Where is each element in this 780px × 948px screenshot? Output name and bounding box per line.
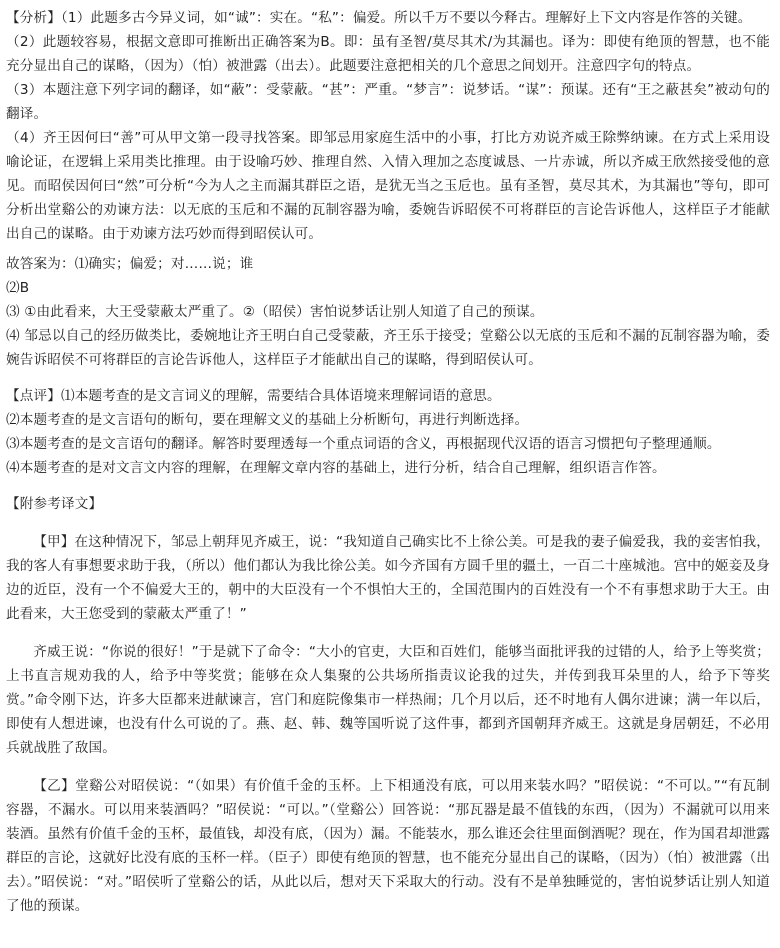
translation-heading: 【附参考译文】 xyxy=(6,496,103,512)
comment-section xyxy=(6,384,770,480)
translation-section xyxy=(6,492,770,918)
comment-1: 【点评】⑴本题考查的是文言词义的理解，需要结合具体语境来理解词语的意思。 xyxy=(6,388,501,404)
translation-jia-paragraph-2: 齐威王说：“你说的很好！”于是就下了命令：“大小的官吏，大臣和百姓们，能够当面批评我的过错的人，给予上等奖赏；上书直言规劝我的人，给予中等奖赏；能够在众人集聚的公共场所指责议论我的过失，并传到我耳朵里的人，给予下等奖赏。”命令刚下达，许多大臣都来进献谏言，宫门和庭院像集市一样热闹；几个月以后，还不时地有人偶尔进谏；满一年以后，即使有人想进谏，也没有什么可说的了。燕、赵、韩、魏等国听说了这件事，都到齐国朝拜齐威王。这就是身居朝廷，不必用兵就战胜了敌国。 xyxy=(6,644,770,756)
analysis-paragraph-3: （3）本题注意下列字词的翻译，如“蔽”：受蒙蔽。“甚”：严重。“梦言”：说梦话。“谋”：预谋。还有“王之蔽甚矣”被动句的翻译。 xyxy=(6,82,770,122)
translation-yi-paragraph: 【乙】堂谿公对昭侯说：“（如果）有价值千金的玉杯。上下相通没有底，可以用来装水吗？”昭侯说：“不可以。”“有瓦制容器，不漏水。可以用来装酒吗？”昭侯说：“可以。”（堂谿公）回答说：“那瓦器是最不值钱的东西，（因为）不漏就可以用来装酒。虽然有价值千金的玉杯，最值钱，却没有底，（因为）漏。不能装水，那么谁还会往里面倒酒呢？现在，作为国君却泄露群臣的言论，这就好比没有底的玉杯一样。（臣子）即使有绝顶的智慧，也不能充分显出自己的谋略，（因为）（怕）被泄露（出去）。”昭侯说：“对。”昭侯听了堂谿公的话，从此以后，想对天下采取大的行动。没有不是单独睡觉的，害怕说梦话让别人知道了他的预谋。 xyxy=(6,778,770,914)
translation-jia-paragraph-1: 【甲】在这种情况下，邹忌上朝拜见齐威王，说：“我知道自己确实比不上徐公美。可是我的妻子偏爱我，我的妾害怕我，我的客人有事想要求助于我，（所以）他们都认为我比徐公美。如今齐国有方圆千里的疆土，一百二十座城池。宫中的姬妾及身边的近臣，没有一个不偏爱大王的，朝中的大臣没有一个不惧怕大王的，全国范围内的百姓没有一个不有事想求助于大王。由此看来，大王您受到的蒙蔽太严重了！” xyxy=(6,534,770,622)
comment-4: ⑷本题考查的是对文言文内容的理解，在理解文章内容的基础上，进行分析，结合自己理解，组织语言作答。 xyxy=(6,460,666,476)
answer-4: ⑷ 邹忌以自己的经历做类比，委婉地让齐王明白自己受蒙蔽，齐王乐于接受；堂谿公以无底的玉卮和不漏的瓦制容器为喻，委婉告诉昭侯不可将群臣的言论告诉他人，这样臣子才能献出自己的谋略，得到昭侯认可。 xyxy=(6,328,770,368)
analysis-paragraph-4: （4）齐王因何曰“善”可从甲文第一段寻找答案。即邹忌用家庭生活中的小事，打比方劝说齐威王除弊纳谏。在方式上采用设喻论证，在逻辑上采用类比推理。由于设喻巧妙、推理自然、入情入理加之态度诚恳、一片赤诚，所以齐威王欣然接受他的意见。而昭侯因何曰“然”可分析“今为人之主而漏其群臣之语，是犹无当之玉卮也。虽有圣智，莫尽其术，为其漏也”等句，即可分析出堂谿公的劝谏方法：以无底的玉卮和不漏的瓦制容器为喻，委婉告诉昭侯不可将群臣的言论告诉他人，这样臣子才能献出自己的谋略。由于劝谏方法巧妙而得到昭侯认可。 xyxy=(6,130,770,242)
comment-2: ⑵本题考查的是文言语句的断句，要在理解文义的基础上分析断句，再进行判断选择。 xyxy=(6,412,529,428)
comment-3: ⑶本题考查的是文言语句的翻译。解答时要理透每一个重点词语的含义，再根据现代汉语的语言习惯把句子整理通顺。 xyxy=(6,436,721,452)
answers-section xyxy=(6,252,770,372)
analysis-section xyxy=(6,6,770,246)
answer-3: ⑶ ①由此看来，大王受蒙蔽太严重了。②（昭侯）害怕说梦话让别人知道了自己的预谋。 xyxy=(6,304,544,320)
answer-2: ⑵B xyxy=(6,280,30,296)
answer-intro: 故答案为：⑴确实；偏爱；对……说；谁 xyxy=(6,256,254,272)
analysis-paragraph-1: 【分析】（1）此题多古今异义词，如“诚”：实在。“私”：偏爱。所以千万不要以今释古。理解好上下文内容是作答的关键。 xyxy=(6,10,752,26)
analysis-paragraph-2: （2）此题较容易，根据文意即可推断出正确答案为B。即：虽有圣智/莫尽其术/为其漏也。译为：即使有绝顶的智慧，也不能充分显出自己的谋略，（因为）（怕）被泄露（出去）。此题要注意把相关的几个意思之间划开。注意四字句的特点。 xyxy=(6,34,770,74)
